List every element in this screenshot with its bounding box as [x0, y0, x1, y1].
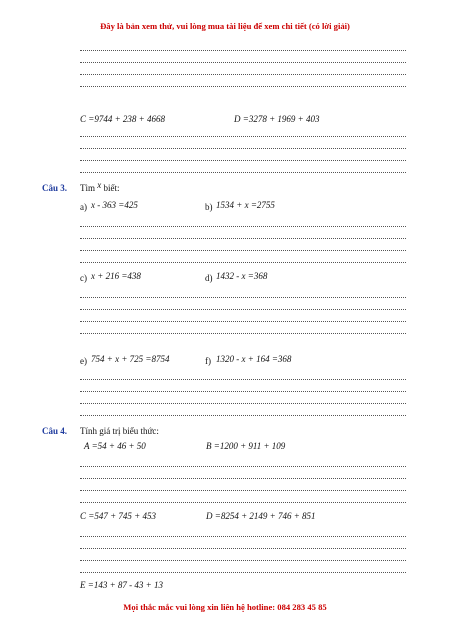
answer-line — [80, 262, 406, 263]
equation-c: x + 216 =438 — [91, 271, 141, 281]
answer-line — [80, 172, 406, 173]
expression-b: B =1200 + 911 + 109 — [206, 441, 286, 451]
answer-line — [80, 148, 406, 149]
answer-line — [80, 403, 406, 404]
answer-line — [80, 238, 406, 239]
answer-line — [80, 250, 406, 251]
answer-line — [80, 490, 406, 491]
answer-line — [80, 478, 406, 479]
question-3-prompt: Tìm x biết: — [80, 180, 120, 193]
question-4-label: Câu 4. — [42, 426, 68, 436]
item-a-tag: a) — [80, 202, 87, 212]
question-3-label: Câu 3. — [42, 183, 68, 193]
answer-line — [80, 160, 406, 161]
answer-line — [80, 466, 406, 467]
item-b-tag: b) — [205, 202, 213, 212]
question-4-prompt: Tính giá trị biểu thức: — [80, 426, 159, 436]
answer-line — [80, 536, 406, 537]
item-f-tag: f) — [205, 356, 211, 366]
expression-d2: D =8254 + 2149 + 746 + 851 — [206, 511, 316, 521]
expression-c: C =9744 + 238 + 4668 — [80, 114, 165, 124]
item-d-tag: d) — [205, 273, 213, 283]
answer-line — [80, 74, 406, 75]
answer-line — [80, 309, 406, 310]
item-e-tag: e) — [80, 356, 87, 366]
answer-line — [80, 86, 406, 87]
answer-line — [80, 136, 406, 137]
equation-b: 1534 + x =2755 — [216, 200, 275, 210]
answer-line — [80, 560, 406, 561]
expression-a: A =54 + 46 + 50 — [84, 441, 146, 451]
answer-line — [80, 321, 406, 322]
answer-line — [80, 391, 406, 392]
equation-d: 1432 - x =368 — [216, 271, 268, 281]
equation-e: 754 + x + 725 =8754 — [91, 354, 170, 364]
hotline-notice-footer: Mọi thắc mắc vui lòng xin liên hệ hotline: 084 283 45 85 — [123, 602, 327, 612]
expression-e: E =143 + 87 - 43 + 13 — [80, 580, 163, 590]
answer-line — [80, 226, 406, 227]
answer-line — [80, 297, 406, 298]
answer-line — [80, 62, 406, 63]
equation-a: x - 363 =425 — [91, 200, 138, 210]
answer-line — [80, 50, 406, 51]
answer-line — [80, 379, 406, 380]
answer-line — [80, 548, 406, 549]
expression-c2: C =547 + 745 + 453 — [80, 511, 156, 521]
answer-line — [80, 502, 406, 503]
answer-line — [80, 415, 406, 416]
equation-f: 1320 - x + 164 =368 — [216, 354, 292, 364]
answer-line — [80, 333, 406, 334]
item-c-tag: c) — [80, 273, 87, 283]
expression-d: D =3278 + 1969 + 403 — [234, 114, 320, 124]
answer-line — [80, 572, 406, 573]
preview-notice-header: Đây là bản xem thử, vui lòng mua tài liệu để xem chi tiết (có lời giải) — [100, 21, 350, 31]
